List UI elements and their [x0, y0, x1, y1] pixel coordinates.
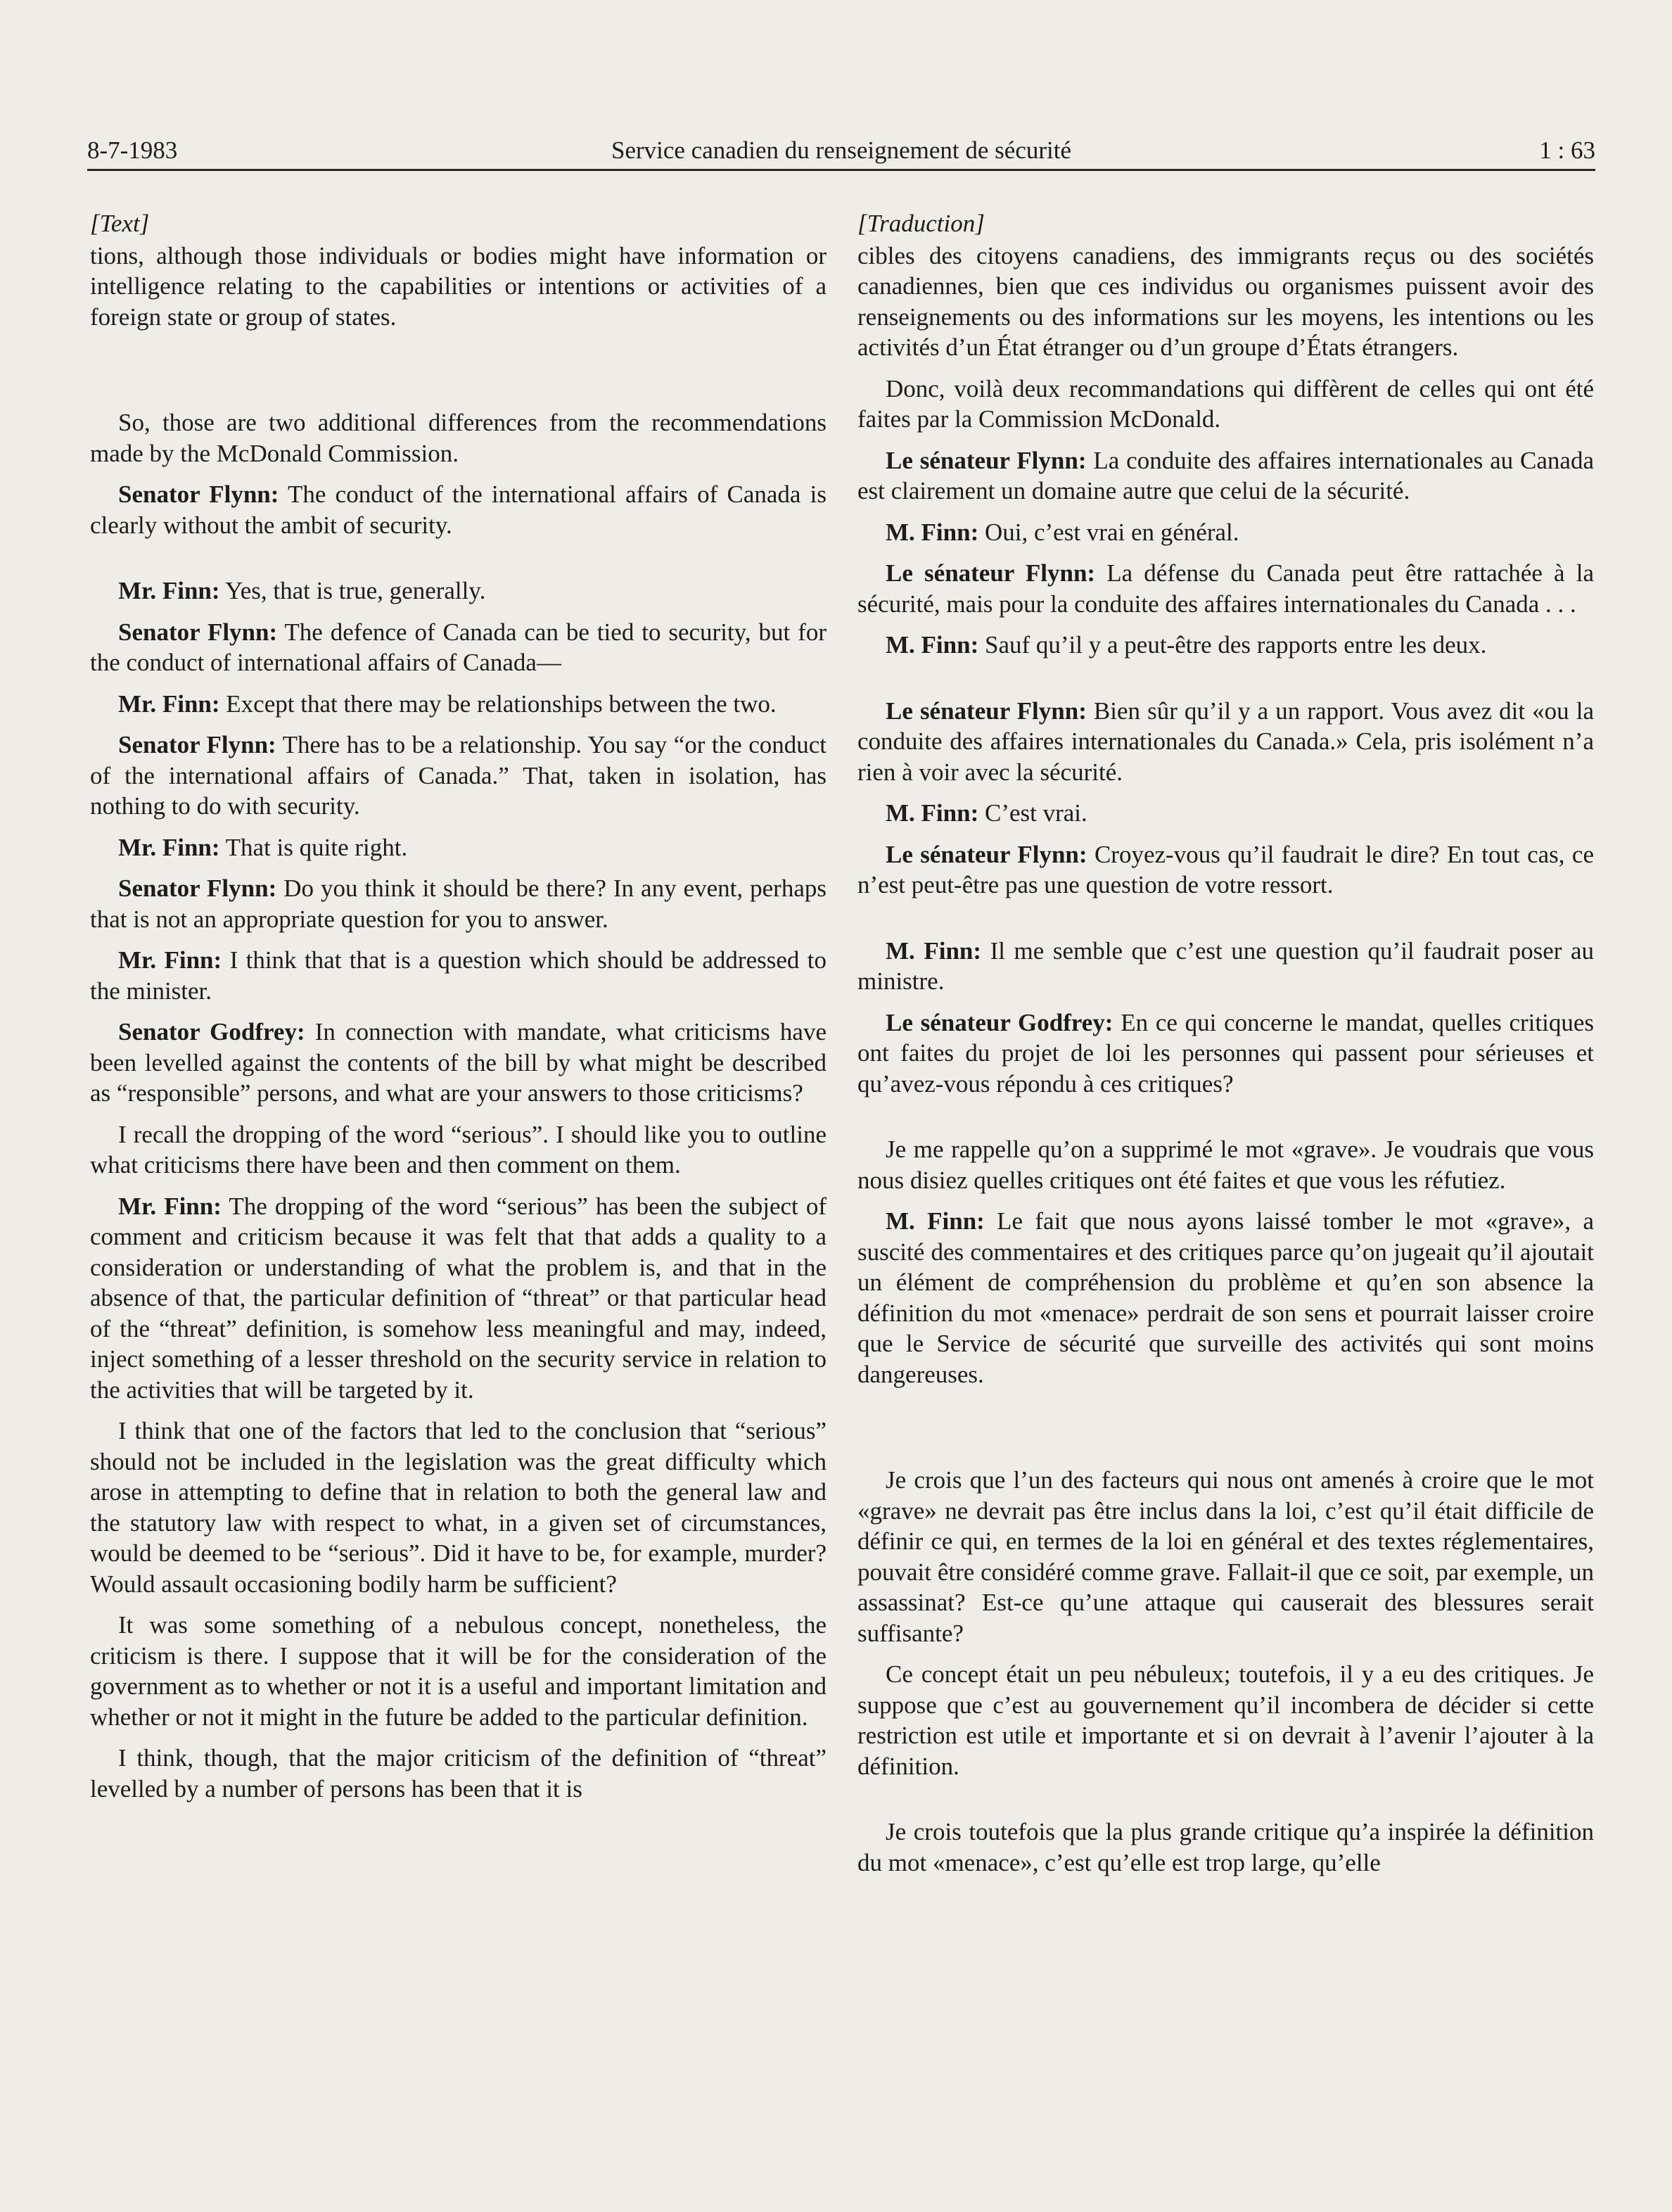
- french-paragraph: Je crois que l’un des facteurs qui nous ont amenés à croire que le mot «grave» ne devrait pas être inclus dans la loi, c’est qu’il était difficile de définir ce qui, en termes de la loi en général et des textes réglementaires, pouvait être considéré comme grave. Fallait-il que ce soit, par exemple, un assassinat? Est-ce qu’une attaque qui causerait des blessures serait suffisante?: [857, 1466, 1594, 1647]
- french-paragraph: [857, 1206, 1594, 1390]
- speaker-name: Mr. Finn:: [118, 1192, 222, 1220]
- speaker-name: Le sénateur Flynn:: [886, 446, 1087, 474]
- english-paragraph: It was some something of a nebulous concept, nonetheless, the criticism is there. I suppose that it will be for the consideration of the government as to whether or not it is a useful and important limitation and whether or not it might in the future be added to the particular definition.: [90, 1611, 827, 1731]
- speech-text: Bien sûr qu’il y a un rapport. Vous avez dit «ou la conduite des affaires internationales du Canada.» Cela, pris isolément n’a rien à voir avec la sécurité.: [857, 697, 1594, 786]
- english-paragraph: I think, though, that the major criticism of the definition of “threat” levelled by a number of persons has been that it is: [90, 1744, 827, 1803]
- speaker-name: Mr. Finn:: [118, 689, 220, 718]
- english-paragraph: [90, 689, 827, 720]
- english-column: [90, 208, 827, 1804]
- speaker-name: Le sénateur Flynn:: [886, 697, 1087, 725]
- french-paragraph: [857, 517, 1594, 548]
- speaker-name: Mr. Finn:: [118, 833, 220, 861]
- speaker-name: Senator Flynn:: [118, 618, 278, 646]
- english-paragraph: [90, 1191, 827, 1406]
- speech-text: La défense du Canada peut être rattachée à la sécurité, mais pour la conduite des affaires internationales du Canada . . .: [857, 559, 1594, 618]
- speaker-name: Senator Godfrey:: [118, 1018, 305, 1045]
- french-paragraph: cibles des citoyens canadiens, des immigrants reçus ou des sociétés canadiennes, bien que ces individus ou organismes puissent avoir des renseignements ou des informations sur les moyens, les intentions ou les activités d’un État étranger ou d’un groupe d’États étrangers.: [857, 241, 1594, 361]
- english-paragraph: [90, 832, 827, 863]
- french-paragraph: [857, 1008, 1594, 1100]
- english-paragraph: I think that one of the factors that led to the conclusion that “serious” should not be included in the legislation was the great difficulty which arose in attempting to define that in relation to both the general law and the statutory law with respect to what, in a given set of circumstances, would be deemed to be “serious”. Did it have to be, for example, murder? Would assault occasioning bodily harm be sufficient?: [90, 1417, 827, 1598]
- speaker-name: Le sénateur Flynn:: [886, 559, 1096, 587]
- speech-text: The conduct of the international affairs of Canada is clearly without the ambit of security.: [90, 481, 827, 539]
- speech-text: In connection with mandate, what criticisms have been levelled against the contents of the bill by what might be described as “responsible” persons, and what are your answers to those criticisms?: [90, 1018, 827, 1107]
- speaker-name: Le sénateur Flynn:: [886, 840, 1087, 868]
- french-paragraph: [857, 445, 1594, 507]
- french-paragraph: Ce concept était un peu nébuleux; toutefois, il y a eu des critiques. Je suppose que c’est au gouvernement qu’il incombera de décider si cette restriction est utile et importante et si on devrait à l’avenir l’ajouter à la définition.: [857, 1660, 1594, 1780]
- speaker-name: Senator Flynn:: [118, 481, 279, 508]
- speech-text: C’est vrai.: [978, 799, 1087, 827]
- french-paragraph: Je crois toutefois que la plus grande critique qu’a inspirée la définition du mot «menace», c’est qu’elle est trop large, qu’elle: [857, 1818, 1594, 1876]
- french-paragraph: [857, 798, 1594, 829]
- speech-text: The defence of Canada can be tied to security, but for the conduct of international affairs of Canada—: [90, 618, 827, 676]
- english-column-label: [Text]: [90, 210, 150, 237]
- speech-text: Except that there may be relationships between the two.: [219, 689, 777, 718]
- french-paragraph: [857, 839, 1594, 901]
- speaker-name: Senator Flynn:: [118, 731, 276, 758]
- english-paragraph: [90, 479, 827, 540]
- speech-text: Do you think it should be there? In any event, perhaps that is not an appropriate question for you to answer.: [90, 875, 827, 933]
- english-paragraph: [90, 576, 827, 606]
- french-paragraph: [857, 936, 1594, 997]
- speaker-name: M. Finn:: [886, 1207, 985, 1235]
- english-paragraph: I recall the dropping of the word “serious”. I should like you to outline what criticisms there have been and then comment on them.: [90, 1120, 827, 1178]
- speech-text: I think that that is a question which should be addressed to the minister.: [90, 946, 827, 1005]
- header-date: 8-7-1983: [87, 136, 178, 164]
- english-paragraph: [90, 617, 827, 678]
- english-paragraph: [90, 945, 827, 1006]
- english-paragraph: tions, although those individuals or bodies might have information or intelligence relating to the capabilities or intentions or activities of a foreign state or group of states.: [90, 241, 827, 331]
- french-paragraph: Donc, voilà deux recommandations qui diffèrent de celles qui ont été faites par la Commission McDonald.: [857, 374, 1594, 433]
- header-title: Service canadien du renseignement de sécurité: [611, 136, 1071, 164]
- speaker-name: Le sénateur Godfrey:: [886, 1008, 1113, 1036]
- french-paragraph: Je me rappelle qu’on a supprimé le mot «grave». Je voudrais que vous nous disiez quelles critiques ont été faites et que vous les réfutiez.: [857, 1136, 1594, 1194]
- running-header: [87, 132, 1595, 171]
- french-paragraph: [857, 630, 1594, 661]
- french-column-label: [Traduction]: [857, 210, 985, 237]
- speaker-name: Senator Flynn:: [118, 875, 277, 902]
- speaker-name: Mr. Finn:: [118, 577, 220, 604]
- english-paragraph: [90, 1017, 827, 1109]
- speech-text: Le fait que nous ayons laissé tomber le mot «grave», a suscité des commentaires et des critiques parce qu’on jugeait qu’il ajoutait un élément de compréhension du problème et qu’en son absence la définition du mot «menace» perdrait de son sens et pourrait laisser croire que le Service de sécurité que surveille des activités qui sont moins dangereuses.: [857, 1207, 1594, 1388]
- english-paragraph: [90, 730, 827, 822]
- french-paragraph: [857, 696, 1594, 788]
- speaker-name: M. Finn:: [886, 631, 979, 659]
- speaker-name: M. Finn:: [886, 518, 979, 546]
- french-column: [857, 208, 1594, 1878]
- speech-text: Yes, that is true, generally.: [219, 577, 486, 604]
- speech-text: There has to be a relationship. You say “or the conduct of the international affairs of Canada.” That, taken in isolation, has nothing to do with security.: [90, 731, 827, 820]
- speech-text: That is quite right.: [219, 833, 408, 861]
- english-paragraph: So, those are two additional differences from the recommendations made by the McDonald Commission.: [90, 409, 827, 467]
- speech-text: Sauf qu’il y a peut-être des rapports entre les deux.: [978, 631, 1487, 659]
- speaker-name: M. Finn:: [886, 799, 979, 827]
- speech-text: Croyez-vous qu’il faudrait le dire? En tout cas, ce n’est peut-être pas une question de votre ressort.: [857, 840, 1595, 898]
- speaker-name: M. Finn:: [886, 936, 982, 965]
- speech-text: Il me semble que c’est une question qu’il faudrait poser au ministre.: [857, 936, 1595, 995]
- speech-text: Oui, c’est vrai en général.: [978, 518, 1239, 546]
- speech-text: La conduite des affaires internationales au Canada est clairement un domaine autre que celui de la sécurité.: [857, 446, 1595, 504]
- speaker-name: Mr. Finn:: [118, 946, 222, 974]
- english-paragraph: [90, 873, 827, 934]
- speech-text: The dropping of the word “serious” has been the subject of comment and criticism because it was felt that that adds a quality to a consideration or understanding of what the problem is, and that in the absence of that, the particular definition of “threat” or that particular head of the “threat” definition, is somehow less meaningful and may, indeed, inject something of a lesser threshold on the security service in relation to the activities that will be targeted by it.: [90, 1192, 827, 1404]
- french-paragraph: [857, 558, 1594, 619]
- header-page-number: 1 : 63: [1539, 136, 1595, 164]
- speech-text: En ce qui concerne le mandat, quelles critiques ont faites du projet de loi les personnes qui passent pour sérieuses et qu’avez-vous répondu à ces critiques?: [857, 1008, 1594, 1098]
